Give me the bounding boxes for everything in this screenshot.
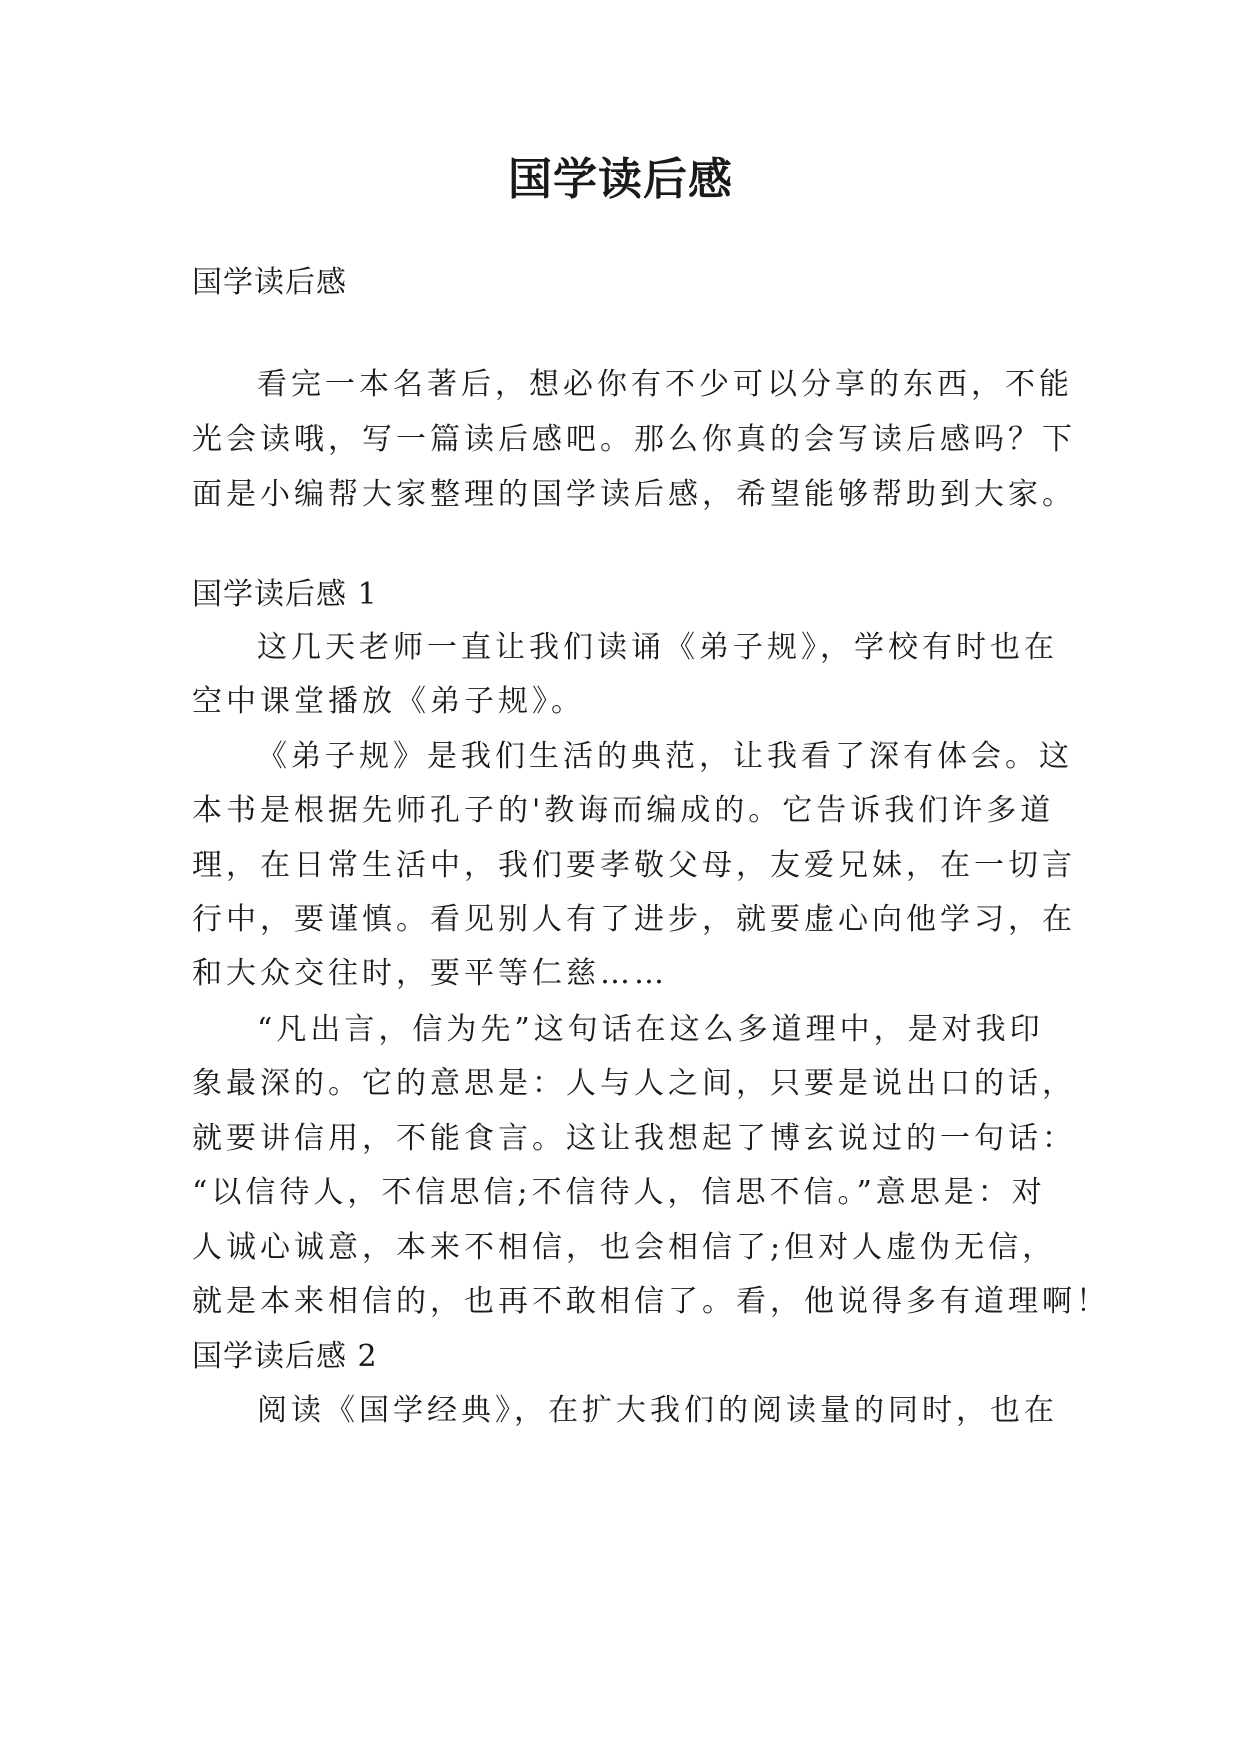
s1-para2-line-5: 和大众交往时，要平等仁慈…… — [192, 956, 668, 991]
intro-line-2: 光会读哦，写一篇读后感吧。那么你真的会写读后感吗？下 — [192, 422, 1076, 457]
s1-para3-line-1: “凡出言，信为先”这句话在这么多道理中，是对我印 — [257, 1012, 1044, 1047]
s1-para2-line-4: 行中，要谨慎。看见别人有了进步，就要虚心向他学习，在 — [192, 902, 1076, 937]
s1-para2-line-1: 《弟子规》是我们生活的典范，让我看了深有体会。这 — [257, 739, 1073, 774]
s1-para1-line-1: 这几天老师一直让我们读诵《弟子规》，学校有时也在 — [257, 630, 1058, 665]
section-2-heading: 国学读后感 2 — [192, 1339, 378, 1374]
intro-line-3: 面是小编帮大家整理的国学读后感，希望能够帮助到大家。 — [192, 477, 1076, 512]
s1-para2-line-2: 本书是根据先师孔子的'教诲而编成的。它告诉我们许多道 — [192, 793, 1055, 828]
s2-para1-line-1: 阅读《国学经典》，在扩大我们的阅读量的同时，也在 — [257, 1393, 1058, 1428]
section-1-heading: 国学读后感 1 — [192, 577, 378, 612]
s1-para1-line-2: 空中课堂播放《弟子规》。 — [192, 684, 585, 719]
s1-para3-line-2: 象最深的。它的意思是：人与人之间，只要是说出口的话， — [192, 1066, 1076, 1101]
page-title: 国学读后感 — [508, 154, 733, 205]
doc-subtitle: 国学读后感 — [192, 265, 347, 300]
s1-para3-line-4: “以信待人，不信思信;不信待人，信思不信。”意思是：对 — [192, 1175, 1046, 1210]
intro-line-1: 看完一本名著后，想必你有不少可以分享的东西，不能 — [257, 367, 1073, 402]
s1-para3-line-6: 就是本来相信的，也再不敢相信了。看，他说得多有道理啊！ — [192, 1284, 1110, 1319]
s1-para2-line-3: 理，在日常生活中，我们要孝敬父母，友爱兄妹，在一切言 — [192, 848, 1076, 883]
s1-para3-line-5: 人诚心诚意，本来不相信，也会相信了;但对人虚伪无信， — [192, 1230, 1057, 1265]
s1-para3-line-3: 就要讲信用，不能食言。这让我想起了博玄说过的一句话： — [192, 1121, 1076, 1156]
